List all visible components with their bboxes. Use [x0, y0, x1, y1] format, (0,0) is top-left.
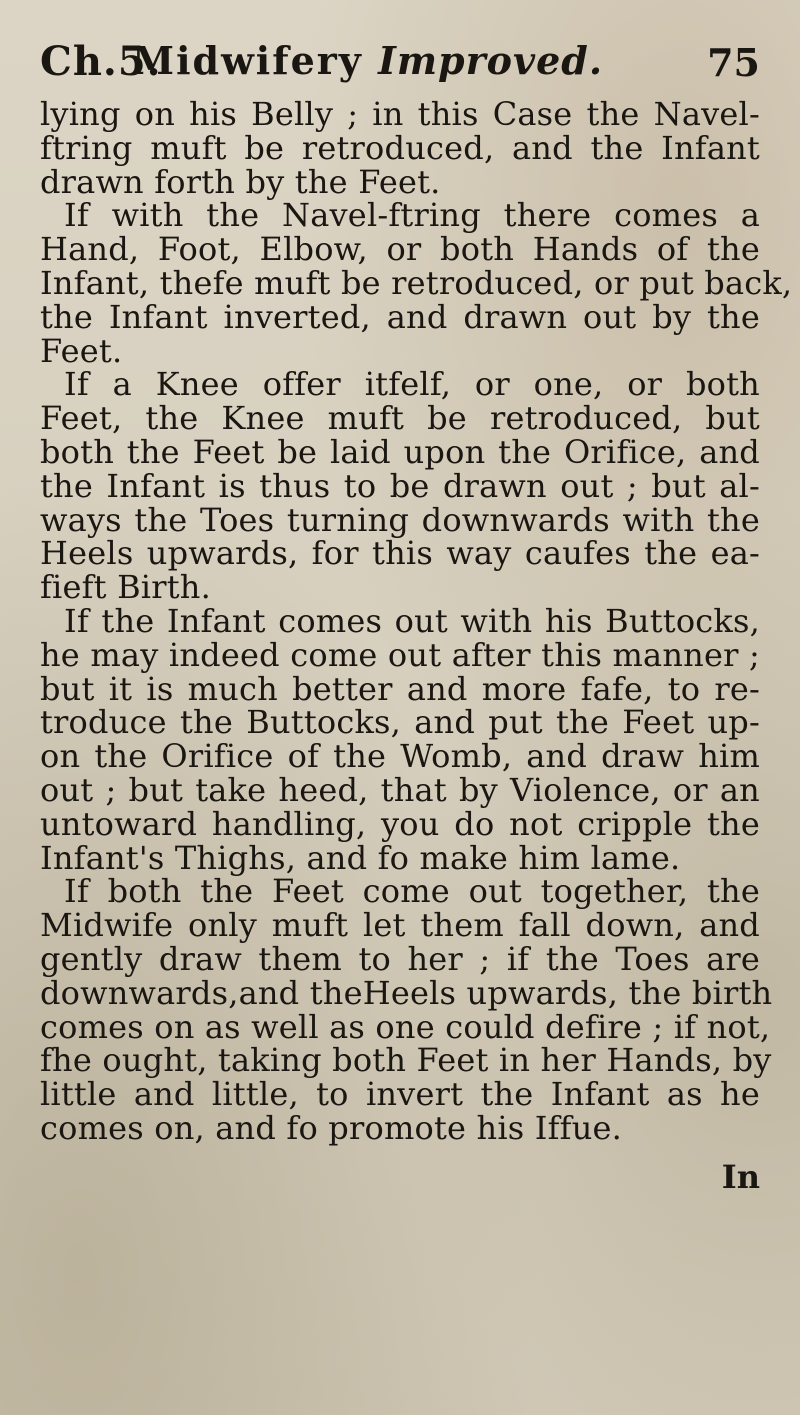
text-line: troduce the Buttocks, and put the Feet up-	[40, 703, 760, 742]
text-line: If a Knee offer itfelf, or one, or both	[64, 365, 760, 404]
text-line: both the Feet be laid upon the Orifice, and	[40, 432, 760, 471]
text-line: Infant's Thighs, and fo make him lame.	[40, 838, 681, 877]
text-line: If with the Navel-ftring there comes a	[64, 196, 760, 235]
text-line: out ; but take heed, that by Violence, or an	[40, 770, 760, 809]
text-line: fieft Birth.	[40, 568, 211, 607]
body-text	[40, 95, 793, 1147]
text-line: gently draw them to her ; if the Toes are	[40, 939, 760, 978]
text-line: on the Orifice of the Womb, and draw him	[40, 737, 760, 776]
text-line: ways the Toes turning downwards with the	[40, 500, 760, 539]
text-line: lying on his Belly ; in this Case the Navel-	[40, 95, 760, 133]
running-title-italic: Improved.	[378, 38, 604, 83]
catchword: In	[721, 1158, 760, 1196]
text-line: but it is much better and more fafe, to re-	[40, 669, 760, 708]
text-line: the Infant inverted, and drawn out by the	[40, 297, 760, 336]
text-line: little and little, to invert the Infant as he	[40, 1075, 760, 1114]
running-title	[132, 38, 603, 83]
text-line: the Infant is thus to be drawn out ; but al-	[40, 466, 760, 505]
text-line: Feet, the Knee muft be retroduced, but	[40, 399, 760, 438]
text-line: Heels upwards, for this way caufes the ea-	[40, 534, 760, 573]
text-line: Hand, Foot, Elbow, or both Hands of the	[40, 230, 760, 269]
text-line: Feet.	[40, 331, 123, 370]
text-line: untoward handling, you do not cripple the	[40, 804, 760, 843]
text-line: downwards,and theHeels upwards, the birth	[40, 973, 773, 1012]
text-line: comes on as well as one could defire ; if not,	[40, 1007, 771, 1046]
text-line: If both the Feet come out together, the	[64, 872, 760, 911]
text-line: ftring muft be retroduced, and the Infant	[40, 128, 760, 167]
page-number: 75	[707, 40, 760, 85]
running-title-main: Midwifery	[132, 38, 363, 83]
text-line: comes on, and fo promote his Iffue.	[40, 1108, 623, 1147]
chapter-number: Ch.5.	[40, 38, 162, 85]
text-line: drawn forth by the Feet.	[40, 162, 441, 201]
text-line: he may indeed come out after this manner ;	[40, 635, 760, 674]
text-line: fhe ought, taking both Feet in her Hands, by	[40, 1041, 772, 1080]
text-line: Infant, thefe muft be retroduced, or put back,	[40, 263, 793, 302]
running-header	[40, 38, 760, 98]
text-line: Midwife only muft let them fall down, and	[40, 906, 760, 945]
text-line: If the Infant comes out with his Buttocks,	[64, 601, 760, 640]
